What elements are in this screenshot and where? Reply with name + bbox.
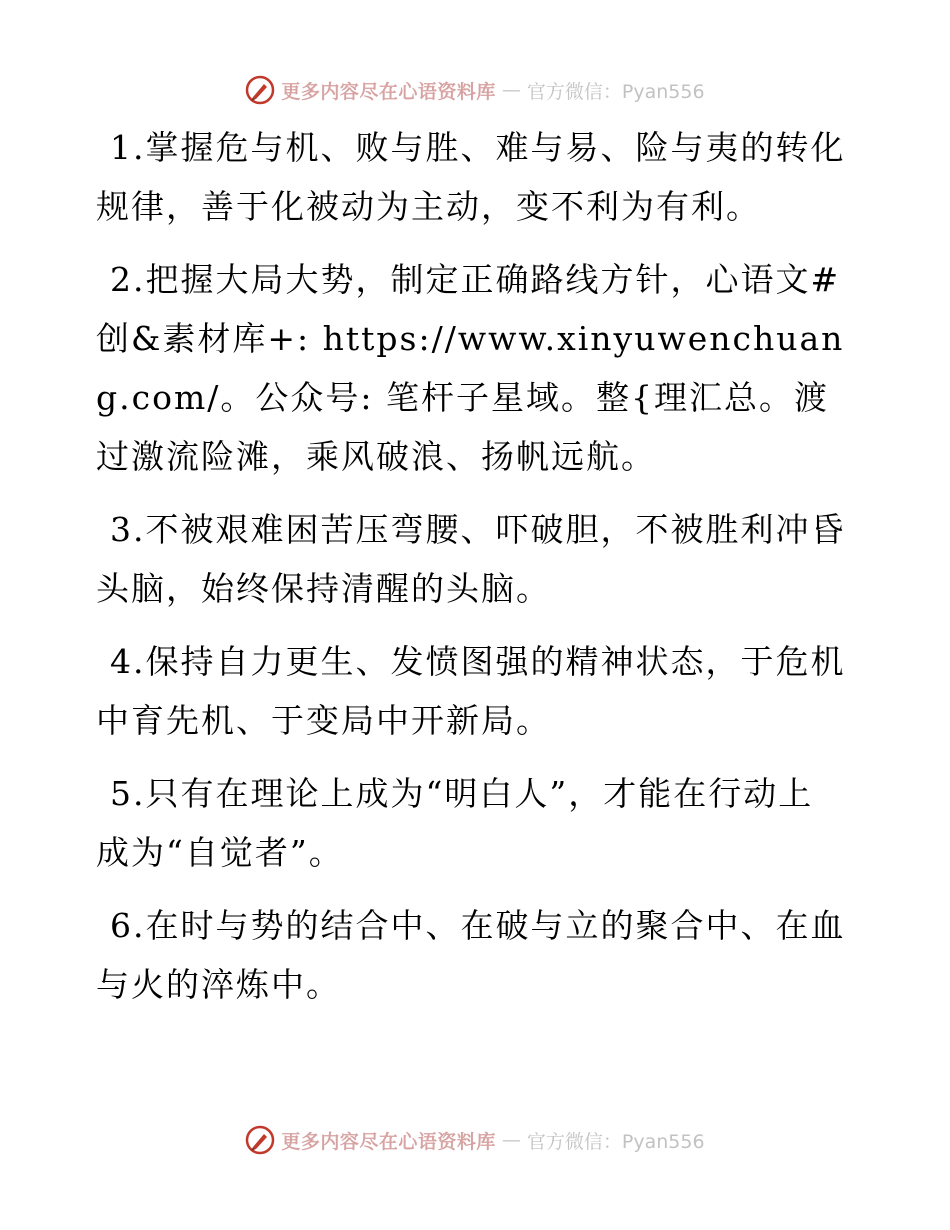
footer-watermark (0, 1120, 950, 1160)
paragraph-1-text: 1.掌握危与机、败与胜、难与易、险与夷的转化规律，善于化被动为主动，变不利为有利。 (96, 128, 846, 226)
paragraph-3 (96, 500, 848, 618)
paragraph-5 (96, 764, 848, 882)
paragraph-2-text: 2.把握大局大势，制定正确路线方针，心语文#创&素材库+: https://www.xinyuwenchuang.com/。公众号: 笔杆子星域。整{理汇总。渡过激流险滩，乘风破浪、扬帆远航。 (96, 260, 845, 476)
paragraph-6-text: 6.在时与势的结合中、在破与立的聚合中、在血与火的淬炼中。 (96, 906, 846, 1004)
paragraph-1 (96, 118, 848, 236)
watermark-wechat-text: 官方微信：Pyan556 (526, 80, 705, 103)
header-watermark (0, 70, 950, 110)
watermark-separator: — (501, 79, 521, 101)
watermark-site-text: 更多内容尽在心语资料库 (281, 1130, 496, 1153)
paragraph-6 (96, 896, 848, 1014)
fountain-pen-logo-icon (245, 1125, 275, 1155)
paragraph-4 (96, 632, 848, 750)
document-body (96, 118, 848, 1028)
watermark-wechat-text: 官方微信：Pyan556 (526, 1130, 705, 1153)
watermark-separator: — (501, 1129, 521, 1151)
paragraph-2 (96, 250, 848, 486)
paragraph-4-text: 4.保持自力更生、发愤图强的精神状态，于危机中育先机、于变局中开新局。 (96, 642, 846, 740)
fountain-pen-logo-icon (245, 75, 275, 105)
paragraph-3-text: 3.不被艰难困苦压弯腰、吓破胆，不被胜利冲昏头脑，始终保持清醒的头脑。 (96, 510, 846, 608)
watermark-site-text: 更多内容尽在心语资料库 (281, 80, 496, 103)
paragraph-5-text: 5.只有在理论上成为“明白人”，才能在行动上成为“自觉者”。 (96, 774, 814, 872)
